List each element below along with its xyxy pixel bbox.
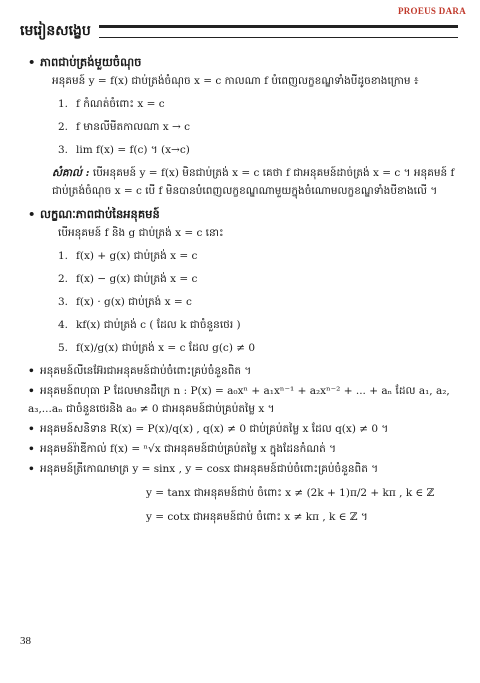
trig-line: y = cotx ជាអនុគមន៍ជាប់ ចំពោះ x ≠ kπ , k ∈ ℤ ។	[146, 511, 368, 523]
page-number: 38	[20, 635, 31, 647]
trig-line: y = tanx ជាអនុគមន៍ជាប់ ចំពោះ x ≠ (2k + 1)π/2 + kπ , k ∈ ℤ	[146, 487, 435, 499]
page-title: មេរៀនសង្ខេប	[20, 22, 91, 39]
section1-intro: អនុគមន៍ y = f(x) ជាប់ត្រង់ចំណុច x = c កាលណា f បំពេញលក្ខខណ្ឌទាំងបីដូចខាងក្រោម ៖	[52, 75, 419, 87]
brand-label: PROEUS DARA	[397, 6, 466, 16]
bullet-icon: •	[28, 55, 36, 69]
note-text: បើអនុគមន៍ y = f(x) មិនជាប់ត្រង់ x = c គេថា f ជាអនុគមន៍ដាច់ត្រង់ x = c ។ អនុគមន៍ f ជាប់ត្រង់ចំណុច x = c បើ f មិនបានបំពេញលក្ខខណ្ឌណាមួយក្នុងចំណោមលក្ខខណ្ឌទាំងបីខាងលើ ។	[52, 167, 455, 197]
list-item: 1. f(x) + g(x) ជាប់ត្រង់ x = c	[58, 250, 198, 262]
list-item: 4. kf(x) ជាប់ត្រង់ c ( ដែល k ជាចំនួនថេរ )	[58, 319, 241, 331]
bullet-icon: •	[28, 423, 35, 435]
list-item: 2. f មានលីមីតកាលណា x → c	[58, 121, 190, 133]
page-header	[20, 20, 458, 42]
bullet-icon: •	[28, 463, 35, 475]
bullet-item: • អនុគមន៍ពហុធា P ដែលមានដឺក្រេ n : P(x) = a₀xⁿ + a₁xⁿ⁻¹ + a₂xⁿ⁻² + ... + aₙ ដែល a₁, a₂, a₃,...aₙ ជាចំនួនថេរនិង a₀ ≠ 0 ជាអនុគមន៍ជាប់គ្រប់តម្លៃ x ។	[28, 382, 456, 418]
section-title-continuity-point: • ភាពជាប់ត្រង់មួយចំណុច	[28, 52, 456, 72]
bullet-item: • អនុគមន៍លីនេអ៊ែរជាអនុគមន៍ជាប់ចំពោះគ្រប់ចំនួនពិត ។	[28, 362, 456, 380]
section2-list	[28, 247, 456, 357]
header-rule	[99, 25, 458, 38]
section1-list	[28, 95, 456, 159]
list-item: 5. f(x)/g(x) ជាប់ត្រង់ x = c ដែល g(c) ≠ 0	[58, 342, 256, 354]
bullet-icon: •	[28, 385, 35, 397]
bullet-item: • អនុគមន៍រ៉ាឌីកាល់ f(x) = ⁿ√x ជាអនុគមន៍ជាប់គ្រប់តម្លៃ x ក្នុងដែនកំណត់ ។	[28, 440, 456, 458]
list-item: 3. lim f(x) = f(c) ។ (x→c)	[58, 144, 190, 156]
note	[28, 164, 456, 200]
bullet-icon: •	[28, 365, 35, 377]
bullet-icon: •	[28, 443, 35, 455]
page-content	[28, 52, 456, 532]
section-title-continuity-properties: • លក្ខណៈភាពជាប់នៃអនុគមន៍	[28, 204, 456, 224]
section2-intro: បើអនុគមន៍ f និង g ជាប់ត្រង់ x = c នោះ	[58, 227, 224, 239]
list-item: 2. f(x) − g(x) ជាប់ត្រង់ x = c	[58, 273, 198, 285]
bullet-item: • អនុគមន៍សនិទាន R(x) = P(x)/q(x) , q(x) ≠ 0 ជាប់គ្រប់តម្លៃ x ដែល q(x) ≠ 0 ។	[28, 420, 456, 438]
list-item: 3. f(x) · g(x) ជាប់ត្រង់ x = c	[58, 296, 192, 308]
note-label: សំគាល់ :	[52, 167, 90, 179]
bullet-item: • អនុគមន៍ត្រីកោណមាត្រ y = sinx , y = cosx ជាអនុគមន៍ជាប់ចំពោះគ្រប់ចំនួនពិត ។	[28, 460, 456, 478]
bullet-icon: •	[28, 207, 36, 221]
list-item: 1. f កំណត់ចំពោះ x = c	[58, 98, 165, 110]
